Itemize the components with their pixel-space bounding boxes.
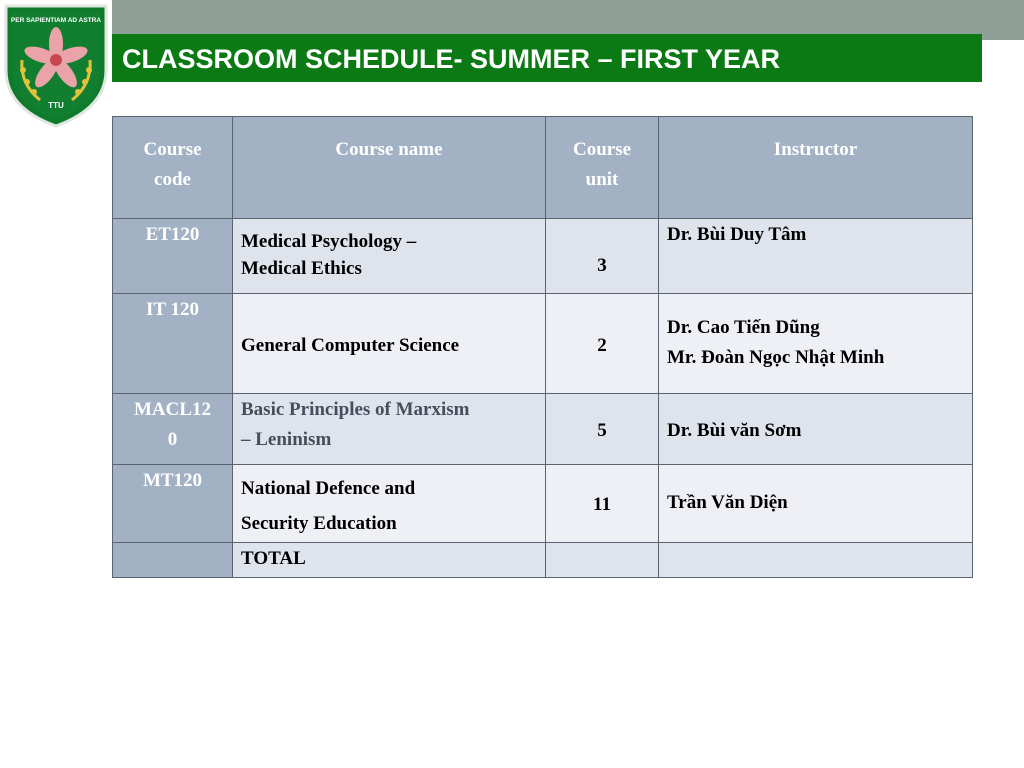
course-unit-cell (546, 294, 659, 394)
course-name-cell (233, 394, 546, 465)
course-name-line1: Medical Psychology – (241, 231, 417, 252)
table-row (113, 465, 973, 543)
table-row (113, 394, 973, 465)
total-instructor-cell (659, 543, 973, 578)
logo-motto: PER SAPIENTIAM AD ASTRA (10, 17, 102, 24)
header-course-name (233, 117, 546, 219)
header-course-unit-line1: Course (572, 139, 632, 160)
course-code: MT120 (142, 470, 203, 491)
instructor-line1: Dr. Bùi văn Sơm (667, 420, 802, 441)
instructor-cell (659, 219, 973, 294)
course-name-cell (233, 219, 546, 294)
course-code-line2: 0 (167, 429, 178, 450)
header-course-unit-line2: unit (585, 169, 619, 190)
instructor-line1: Dr. Cao Tiến Dũng (667, 317, 820, 338)
instructor-line1: Trần Văn Diện (667, 492, 788, 513)
course-name-line2: Medical Ethics (241, 258, 362, 279)
schedule-table-container (112, 116, 973, 578)
table-header-row (113, 117, 973, 219)
course-name-cell (233, 294, 546, 394)
table-row (113, 294, 973, 394)
table-row (113, 219, 973, 294)
course-name-line1: General Computer Science (241, 335, 460, 356)
total-unit-cell (546, 543, 659, 578)
course-code-cell (113, 394, 233, 465)
table-row-total (113, 543, 973, 578)
course-code: ET120 (145, 224, 200, 245)
course-code-cell (113, 294, 233, 394)
course-code-cell (113, 465, 233, 543)
university-logo (0, 0, 112, 128)
course-name-cell (233, 465, 546, 543)
course-name-line1: Basic Principles of Marxism (241, 399, 470, 420)
instructor-line1: Dr. Bùi Duy Tâm (667, 224, 807, 245)
instructor-cell (659, 294, 973, 394)
course-code-line1: MACL12 (133, 399, 212, 420)
course-name-line2: Security Education (241, 513, 397, 534)
total-label: TOTAL (241, 548, 306, 569)
course-code-cell (113, 543, 233, 578)
schedule-table (112, 116, 973, 578)
header-course-code (113, 117, 233, 219)
course-unit: 3 (597, 255, 607, 276)
course-unit-cell (546, 219, 659, 294)
header-course-code-line1: Course (143, 139, 202, 160)
instructor-cell (659, 465, 973, 543)
course-unit-cell (546, 465, 659, 543)
course-code: IT 120 (146, 299, 199, 320)
header-instructor (659, 117, 973, 219)
logo-abbrev: TTU (48, 101, 64, 110)
instructor-line2: Mr. Đoàn Ngọc Nhật Minh (667, 347, 885, 368)
header-course-unit (546, 117, 659, 219)
header-course-name-label: Course name (335, 139, 443, 160)
course-name-line1: National Defence and (241, 478, 416, 499)
course-name-line2: – Leninism (241, 429, 332, 450)
course-unit: 2 (597, 335, 607, 356)
header-course-code-line2: code (154, 169, 191, 190)
course-unit: 5 (597, 420, 607, 441)
header-instructor-label: Instructor (773, 139, 858, 160)
course-code-cell (113, 219, 233, 294)
total-label-cell (233, 543, 546, 578)
course-unit-cell (546, 394, 659, 465)
page-title: CLASSROOM SCHEDULE- SUMMER – FIRST YEAR (112, 34, 982, 82)
instructor-cell (659, 394, 973, 465)
course-unit: 11 (593, 494, 611, 515)
